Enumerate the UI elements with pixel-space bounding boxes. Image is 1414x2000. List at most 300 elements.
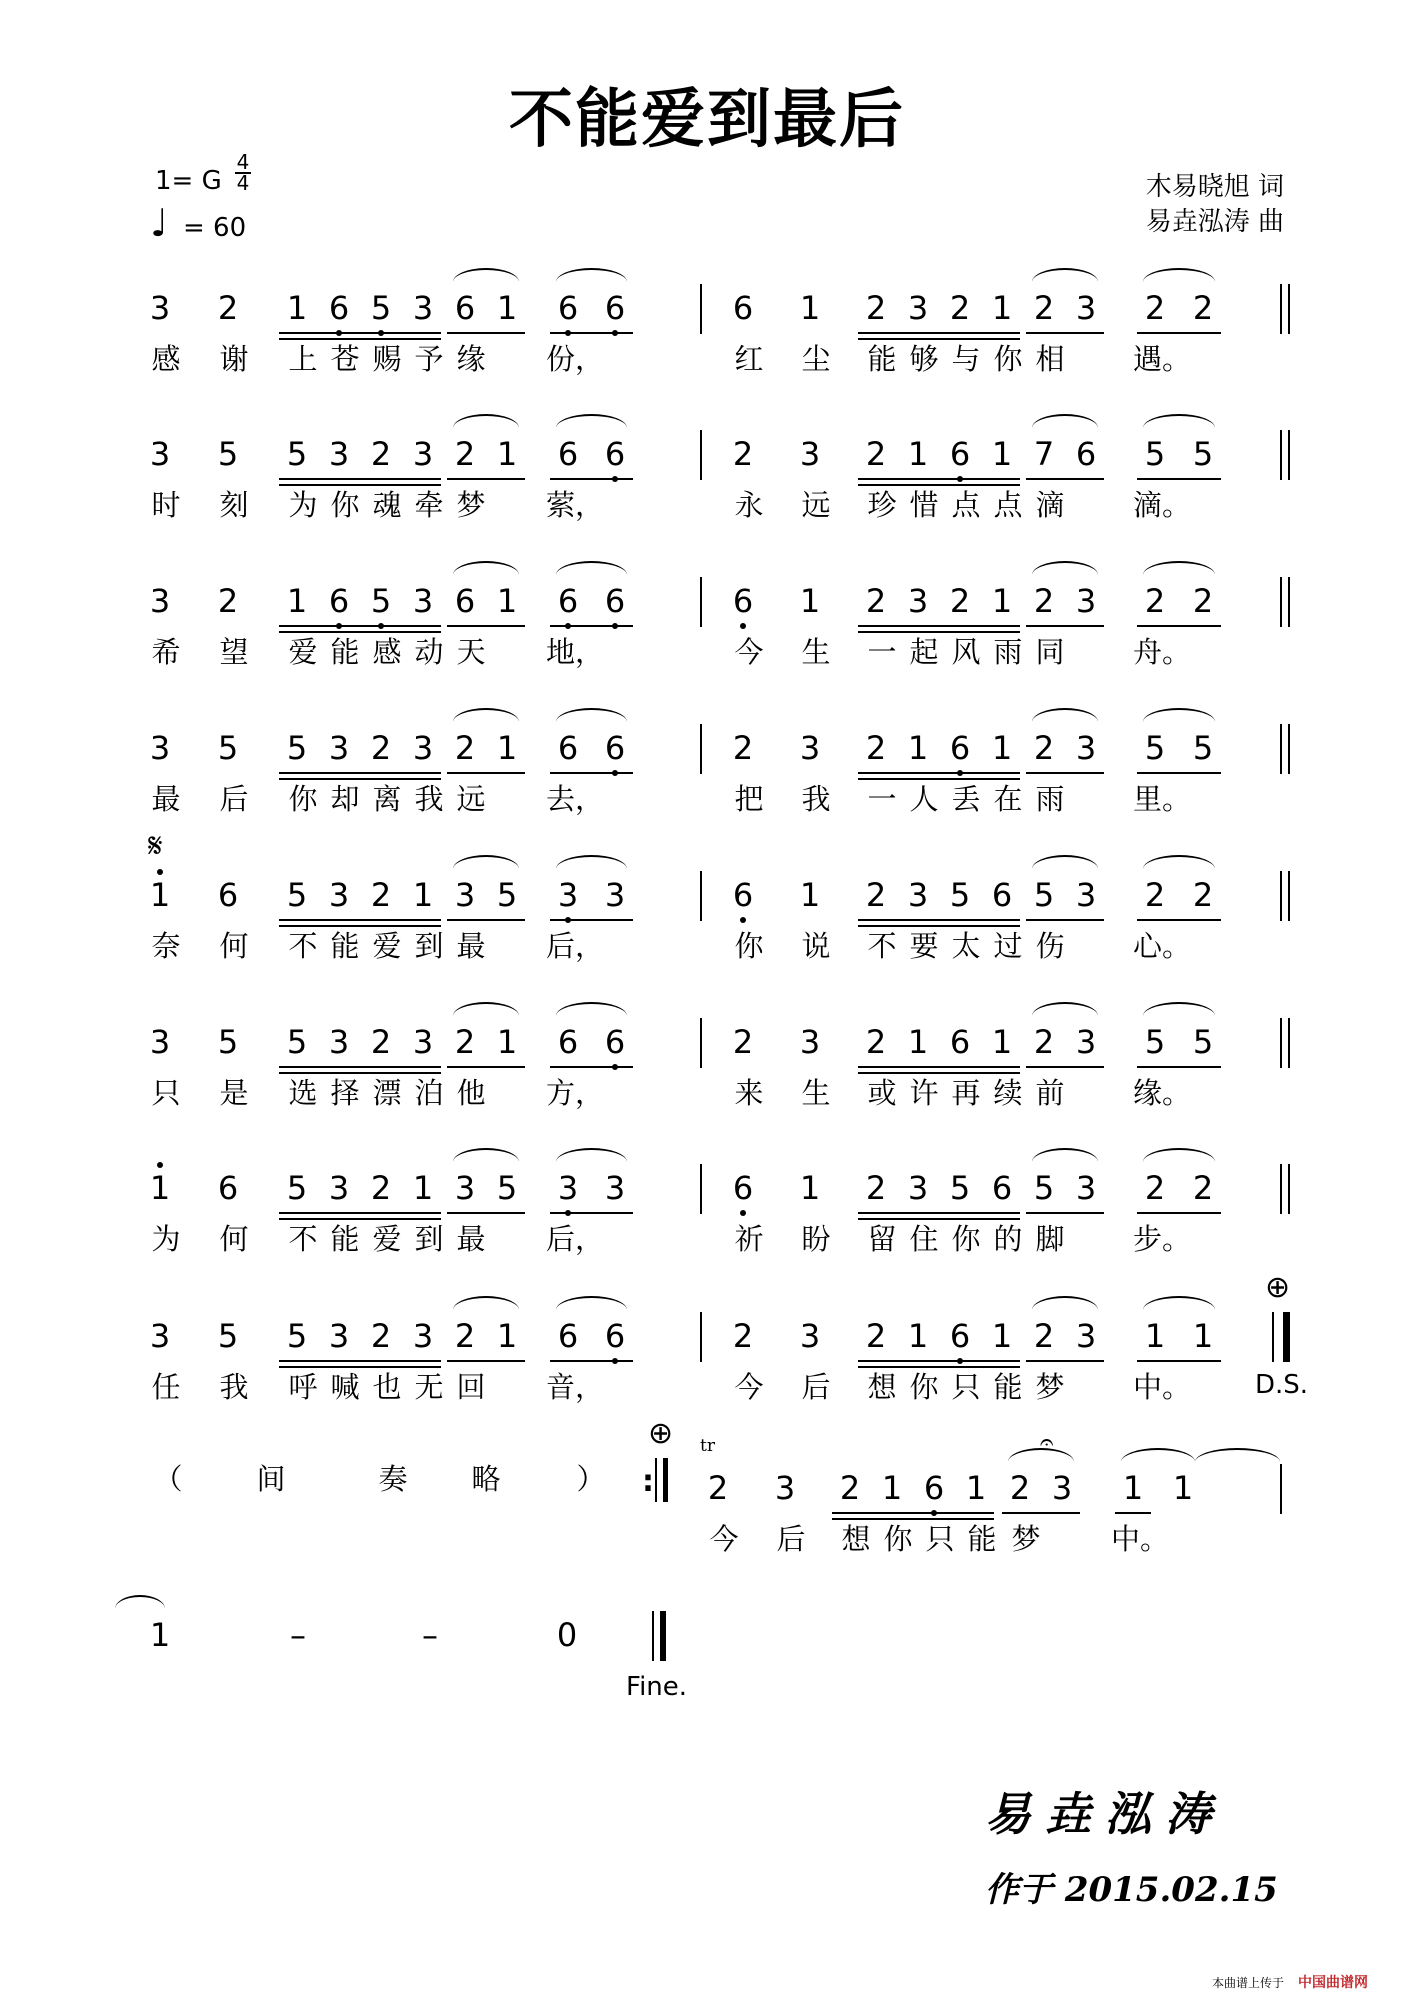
note: 1 [799,876,821,914]
lyric: 苍 [330,342,360,376]
note: 6 [454,289,476,327]
underline [279,625,441,627]
slur-arc [1143,1296,1215,1310]
barline [1288,1164,1290,1214]
note: 2 [454,1023,476,1061]
octave-dot [740,917,746,923]
lyric: 赐 [372,342,402,376]
note: 2 [1033,289,1055,327]
underline [858,778,1020,780]
note: 5 [217,1317,239,1355]
note: 3 [149,1317,171,1355]
lyric: 尘 [801,342,831,376]
slur-arc [1143,561,1215,575]
note: 1 [496,1023,518,1061]
lyric: 今 [734,635,764,669]
slur-arc [115,1595,165,1609]
lyric: 梦 [1011,1522,1041,1556]
lyric: 到 [414,929,444,963]
underline [1137,478,1221,480]
note: 2 [732,1023,754,1061]
lyric: 后 [776,1522,806,1556]
underline [279,925,441,927]
barline [1283,1312,1289,1362]
lyric: 离 [372,782,402,816]
lyric: 何 [219,1222,249,1256]
lyric: 留 [867,1222,897,1256]
lyric: 喊 [330,1370,360,1404]
lyric: 今 [709,1522,739,1556]
time-signature [235,150,251,195]
lyric: 能 [330,635,360,669]
barline [700,577,702,627]
note: 2 [707,1469,729,1507]
underline [858,919,1020,921]
lyric: 魂 [372,488,402,522]
note: 3 [149,1023,171,1061]
underline [1026,772,1104,774]
underline [858,478,1020,480]
score-row [0,1170,1414,1290]
barline [1288,871,1290,921]
note: 1 [149,1616,171,1654]
note: 3 [454,1169,476,1207]
note: 6 [591,1024,639,1060]
underline [279,478,441,480]
note: 2 [1009,1469,1031,1507]
lyric: 最 [456,1222,486,1256]
underline [447,478,525,480]
slur-arc [556,708,627,722]
slur-arc [1195,1448,1280,1462]
tempo-marking: = 60 [183,213,247,243]
underline [832,1518,994,1520]
lyric: 萦， [546,488,605,522]
note: 0 [556,1616,578,1654]
note: 6 [544,583,592,619]
lyric: 能 [330,1222,360,1256]
underline [1137,1066,1221,1068]
note: 1 [799,1169,821,1207]
lyric: 他 [456,1076,486,1110]
note: 3 [412,729,434,767]
lyric: 回 [456,1370,486,1404]
note: 3 [1075,1317,1097,1355]
note: 2 [1144,289,1166,327]
underline [1026,919,1104,921]
note: 3 [412,582,434,620]
lyric: 风 [951,635,981,669]
note: 2 [1033,729,1055,767]
lyric: 你 [330,488,360,522]
note: 6 [544,290,592,326]
lyric: 方， [546,1076,605,1110]
lyric: 感 [372,635,402,669]
slur-arc [453,1002,519,1016]
final-row [0,1617,1414,1737]
note: 5 [496,1169,518,1207]
note: 3 [799,729,821,767]
lyric: 也 [372,1370,402,1404]
underline [858,332,1020,334]
underline [279,1366,441,1368]
note: 6 [949,1023,971,1061]
lyric: 远 [456,782,486,816]
barline [1288,1018,1290,1068]
underline [1137,1360,1221,1362]
coda-icon: ⊕ [1265,1270,1291,1305]
note: 1 [799,582,821,620]
note: 3 [1051,1469,1073,1507]
lyric: 后 [801,1370,831,1404]
note: 2 [454,729,476,767]
barline [700,430,702,480]
interlude-token: 奏 [378,1462,408,1496]
note: 6 [591,436,639,472]
note: 2 [865,435,887,473]
note: 5 [1144,435,1166,473]
lyric: 今 [734,1370,764,1404]
lyric: 把 [734,782,764,816]
note: 6 [936,1318,984,1354]
lyric: 你 [883,1522,913,1556]
note: 6 [732,289,754,327]
underline [550,1360,633,1362]
note: 2 [370,435,392,473]
slur-arc [1032,708,1098,722]
lyric: 祈 [734,1222,764,1256]
underline [447,1360,525,1362]
barline [700,1164,702,1214]
underline [1137,625,1221,627]
note: 3 [604,1169,626,1207]
lyric: 到 [414,1222,444,1256]
slur-arc [1143,708,1215,722]
note: 3 [907,582,929,620]
lyric: 爱 [288,635,318,669]
note: 5 [286,876,308,914]
lyric: 爱 [372,929,402,963]
note: 2 [839,1469,861,1507]
lyric: 一 [867,782,897,816]
interlude-token: 间 [256,1462,286,1496]
note: 2 [865,1169,887,1207]
lyric: 许 [909,1076,939,1110]
note: 2 [732,1317,754,1355]
lyric: 我 [219,1370,249,1404]
barline [1272,1312,1274,1362]
lyric: 谢 [219,342,249,376]
underline [858,1072,1020,1074]
barline [1280,284,1282,334]
note: 1 [907,729,929,767]
note: 3 [1075,289,1097,327]
date-line: 作于 2015.02.15 [985,1870,1278,1910]
note: 6 [557,1023,579,1061]
lyric: 心。 [1133,929,1192,963]
octave-dot [157,869,163,875]
slur-arc [453,414,519,428]
lyric: 能 [867,342,897,376]
lyric: 去， [546,782,605,816]
lyric: 再 [951,1076,981,1110]
lyric: 我 [801,782,831,816]
barline [700,1312,702,1362]
note: 2 [370,1023,392,1061]
slur-arc [1032,414,1098,428]
note: 2 [1192,876,1214,914]
underline [550,478,633,480]
underline [858,1212,1020,1214]
underline [858,1066,1020,1068]
slur-arc [453,561,519,575]
note: 1 [286,582,308,620]
note: 1 [496,729,518,767]
key-signature: 1= G [155,166,222,196]
barline [1280,1018,1282,1068]
note: 2 [370,1169,392,1207]
underline [279,332,441,334]
lyric: 中。 [1111,1522,1170,1556]
lyric: 雨 [993,635,1023,669]
note: 6 [1075,435,1097,473]
time-signature-bottom: 4 [236,171,250,195]
underline [550,919,633,921]
lyric: 一 [867,635,897,669]
lyric: 最 [151,782,181,816]
slur-arc [453,268,519,282]
lyric: 漂 [372,1076,402,1110]
note: 2 [1144,1169,1166,1207]
lyric: 生 [801,1076,831,1110]
note: 3 [328,1023,350,1061]
note: 3 [907,876,929,914]
lyric: 天 [456,635,486,669]
underline [279,772,441,774]
underline [279,778,441,780]
score-row [0,290,1414,410]
note: 5 [496,876,518,914]
lyric: 爱 [372,1222,402,1256]
lyric: 永 [734,488,764,522]
note: 6 [454,582,476,620]
underline [550,1212,633,1214]
note: 1 [991,729,1013,767]
note: 3 [1075,1023,1097,1061]
note: 5 [949,1169,971,1207]
lyric: 丢 [951,782,981,816]
note: 1 [1192,1317,1214,1355]
note: 5 [1192,729,1214,767]
note: 1 [991,1023,1013,1061]
score-row [0,877,1414,997]
underline [1137,772,1221,774]
lyric: 最 [456,929,486,963]
lyric: 远 [801,488,831,522]
note: 3 [1075,582,1097,620]
lyric: 泊 [414,1076,444,1110]
note: 3 [412,289,434,327]
note: 2 [865,729,887,767]
lyric: 时 [151,488,181,522]
slur-arc [453,1296,519,1310]
underline [1002,1512,1080,1514]
note: 2 [732,729,754,767]
note: 2 [1192,1169,1214,1207]
note: 6 [591,730,639,766]
octave-dot [157,1162,163,1168]
note: 2 [454,1317,476,1355]
note: 3 [328,435,350,473]
lyric: 不 [288,929,318,963]
lyric: 说 [801,929,831,963]
lyric: 红 [734,342,764,376]
underline [447,919,525,921]
lyric: 惜 [909,488,939,522]
note: 2 [949,582,971,620]
note: 3 [412,1023,434,1061]
underline [858,772,1020,774]
barline [1280,1164,1282,1214]
lyric: 能 [993,1370,1023,1404]
underline [858,925,1020,927]
slur-arc [556,561,627,575]
slur-arc [1143,855,1215,869]
note: 5 [949,876,971,914]
lyric: 里。 [1133,782,1192,816]
note: 1 [991,289,1013,327]
note: 2 [370,729,392,767]
underline [279,919,441,921]
note: 1 [907,435,929,473]
interlude-token: 略 [471,1462,501,1496]
underline [1026,1360,1104,1362]
lyric: 来 [734,1076,764,1110]
slur-arc [1032,1148,1098,1162]
lyric: 音， [546,1370,605,1404]
lyric: 生 [801,635,831,669]
underline [279,1360,441,1362]
note: 3 [149,729,171,767]
dal-segno-marking: D.S. [1255,1370,1309,1400]
note: 2 [732,435,754,473]
lyric: 呼 [288,1370,318,1404]
barline [652,1611,654,1661]
lyric: 只 [951,1370,981,1404]
lyric: 份， [546,342,605,376]
lyric: 择 [330,1076,360,1110]
lyric: 缘 [456,342,486,376]
note: 3 [604,876,626,914]
note: 2 [865,1023,887,1061]
note: 1 [965,1469,987,1507]
lyric: 为 [288,488,318,522]
lyric: 能 [967,1522,997,1556]
slur-arc [1032,561,1098,575]
note: 1 [991,435,1013,473]
note: 6 [557,1317,579,1355]
note: 1 [1172,1469,1194,1507]
note: 2 [1144,582,1166,620]
note: 2 [1192,582,1214,620]
underline [858,631,1020,633]
lyric: 你 [951,1222,981,1256]
repeat-sign: : [642,1464,654,1499]
lyric: 起 [909,635,939,669]
lyric: 要 [909,929,939,963]
barline [1288,724,1290,774]
note: 6 [557,435,579,473]
lyric: 滴。 [1133,488,1192,522]
signature: 易垚泓涛 [985,1787,1225,1841]
underline [550,772,633,774]
note: 1 [907,1317,929,1355]
note: 2 [454,435,476,473]
note: 3 [1075,1169,1097,1207]
note: 6 [719,877,767,913]
note: 3 [544,877,592,913]
slur-arc [1032,1296,1098,1310]
lyric: 点 [951,488,981,522]
lyric: 予 [414,342,444,376]
underline [1137,919,1221,921]
note: 5 [286,1169,308,1207]
barline [700,284,702,334]
octave-dot [740,623,746,629]
underline [447,332,525,334]
underline [858,1366,1020,1368]
slur-arc [556,1002,627,1016]
lyric: 人 [909,782,939,816]
lyric: 续 [993,1076,1023,1110]
lyric: 感 [151,342,181,376]
note: 6 [719,583,767,619]
slur-arc [556,855,627,869]
note: 6 [591,583,639,619]
lyric: 能 [330,929,360,963]
barline [700,724,702,774]
note: 6 [591,290,639,326]
score-row [0,1024,1414,1144]
barline [1280,577,1282,627]
lyric: 我 [414,782,444,816]
note: 1 [799,289,821,327]
note: 3 [412,435,434,473]
note: 5 [1144,1023,1166,1061]
lyric: 步。 [1133,1222,1192,1256]
note: 1 [286,289,308,327]
lyric: 只 [151,1076,181,1110]
lyric: 点 [993,488,1023,522]
slur-arc [556,414,627,428]
barline [1280,724,1282,774]
lyric: 只 [925,1522,955,1556]
lyric: 你 [288,782,318,816]
slur-arc [453,708,519,722]
lyric: 滴 [1035,488,1065,522]
slur-arc [556,1296,627,1310]
underline [1026,1212,1104,1214]
note: 5 [286,435,308,473]
barline-thick [660,1611,666,1661]
composer-credit: 易垚泓涛 曲 [1145,207,1284,237]
lyric: 遇。 [1133,342,1192,376]
note: 3 [799,1317,821,1355]
lyric: 你 [909,1370,939,1404]
note: 1 [496,289,518,327]
note: 1 [496,435,518,473]
note: 2 [865,1317,887,1355]
